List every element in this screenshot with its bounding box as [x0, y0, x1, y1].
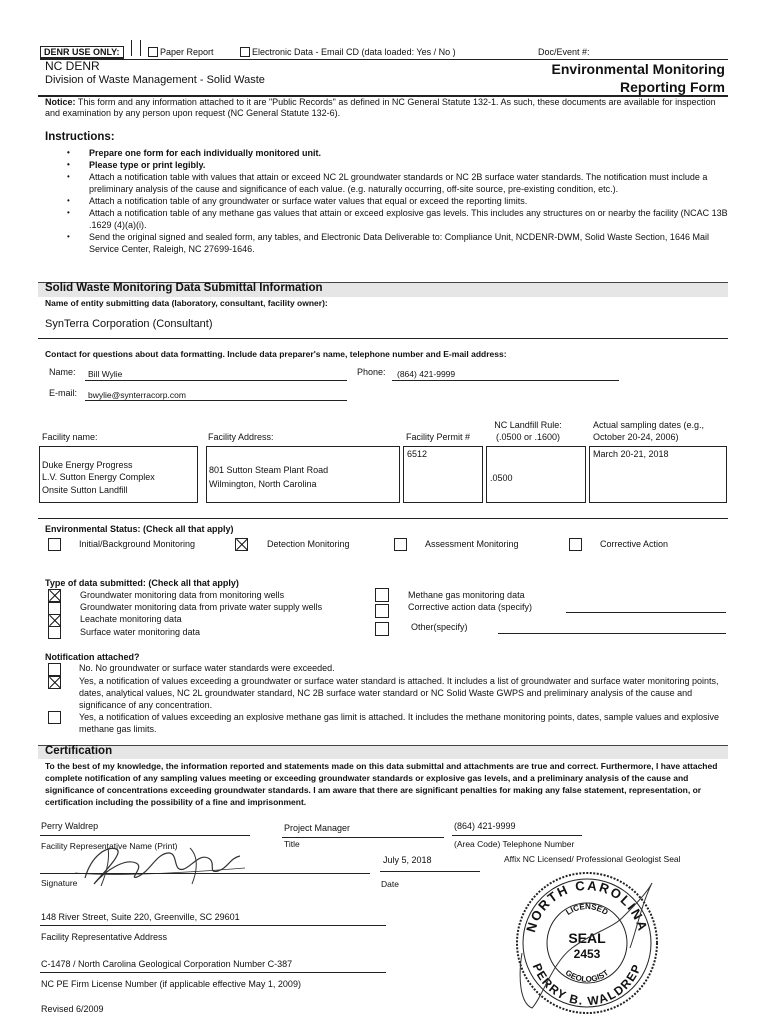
notification-methane-checkbox[interactable] — [48, 711, 61, 724]
doc-event-label: Doc/Event #: — [538, 47, 590, 57]
corrective-data-checkbox[interactable] — [375, 604, 389, 618]
notice-text: This form and any information attached to it are "Public Records" as defined in NC General Statute 132-1. As such, these documents are available for inspection and examination by any person upon request (NC General Statute 132-6). — [45, 97, 716, 118]
rep-name-label: Facility Representative Name (Print) — [41, 841, 178, 851]
notification-gw-checkbox[interactable] — [48, 676, 61, 689]
paper-report-checkbox[interactable] — [148, 47, 158, 57]
form-title-line-1: Environmental Monitoring — [551, 61, 725, 77]
seal-top-text: NORTH CAROLINA — [523, 877, 651, 935]
seal-bottom-text: PERRY B. WALDREP — [529, 961, 645, 1009]
name-label: Name: — [49, 367, 76, 377]
surface-water-checkbox[interactable] — [48, 626, 61, 639]
env-status-divider — [38, 518, 728, 519]
initial-monitoring-label: Initial/Background Monitoring — [79, 539, 196, 549]
assessment-monitoring-checkbox[interactable] — [394, 538, 407, 551]
instruction-item: • Attach a notification table of any groundwater or surface water values that equal or exceed the reporting limits. — [64, 195, 734, 207]
corrective-data-label: Corrective action data (specify) — [408, 602, 533, 612]
rep-title-label: Title — [284, 839, 300, 849]
gw-private-label: Groundwater monitoring data from private water supply wells — [80, 602, 323, 612]
other-label: Other(specify) — [411, 622, 468, 632]
rep-phone-label: (Area Code) Telephone Number — [454, 839, 575, 849]
landfill-rule-label-line: NC Landfill Rule: — [494, 420, 562, 430]
header-tick — [140, 40, 141, 56]
instruction-item: • Attach a notification table with values that attain or exceed NC 2L groundwater standards or NC 2B surface water standards. The notification must include a preliminary analysis of the cause and significance of each value. (e.g. naturally occurring, off-site source, pre-existing condition, etc.). — [64, 171, 734, 195]
geologist-seal — [512, 868, 662, 1018]
seal-instruction: Affix NC Licensed/ Professional Geologist Seal — [504, 854, 681, 864]
phone-label: Phone: — [357, 367, 386, 377]
notification-gw-text: Yes, a notification of values exceeding a groundwater or surface water standard is attached. It includes a list of groundwater and surface water monitoring points, dates, analytical values, NC 2L groundwater standard, NC 2B surface water standard or NC Solid Waste GWPS and preliminary analysis of the cause and significance of any concentration. — [79, 676, 719, 710]
gw-wells-checkbox[interactable] — [48, 589, 61, 602]
data-type-heading: Type of data submitted: (Check all that apply) — [45, 578, 239, 588]
corrective-data-underline — [566, 612, 726, 613]
sampling-dates-label-line: October 20-24, 2006) — [593, 432, 679, 442]
certification-heading: Certification — [45, 745, 113, 757]
rep-title-value[interactable]: Project Manager — [284, 823, 351, 833]
rep-name-underline — [40, 835, 250, 836]
facility-permit-value: 6512 — [407, 449, 428, 459]
phone-value[interactable]: (864) 421-9999 — [397, 369, 456, 379]
detection-monitoring-checkbox[interactable] — [235, 538, 248, 551]
certification-text: To the best of my knowledge, the information reported and statements made on this data submittal and attachments are true and correct. Furthermore, I have attached complete notification of any sampling values meeting or exceeding groundwater standards or explosive gas levels, and a preliminary analysis of the cause and significance of concentrations exceeding groundwater standards. I am aware that there are significant penalties for making any false statement, representation, or certification including the possibility of a fine and imprisonment. — [45, 761, 718, 807]
seal-geologist-text: GEOLOGIST — [563, 968, 611, 984]
notice-label: Notice: — [45, 97, 76, 107]
assessment-monitoring-label: Assessment Monitoring — [425, 539, 519, 549]
seal-number: 2453 — [573, 947, 601, 961]
other-underline — [498, 633, 726, 634]
landfill-rule-label-line: (.0500 or .1600) — [495, 432, 561, 442]
rep-address-underline — [40, 925, 386, 926]
sampling-dates-value: March 20-21, 2018 — [593, 449, 669, 459]
license-label: NC PE Firm License Number (if applicable effective May 1, 2009) — [41, 979, 301, 989]
facility-name-label: Facility name: — [42, 432, 98, 442]
date-underline — [380, 871, 480, 872]
initial-monitoring-checkbox[interactable] — [48, 538, 61, 551]
header-tick — [131, 40, 132, 56]
entity-value[interactable]: SynTerra Corporation (Consultant) — [45, 318, 213, 330]
phone-underline — [392, 380, 619, 381]
facility-name-box[interactable] — [39, 446, 198, 503]
facility-name-line: L.V. Sutton Energy Complex — [42, 472, 155, 482]
form-title-line-2: Reporting Form — [620, 79, 725, 95]
instruction-item: • Attach a notification table of any methane gas values that attain or exceed explosive gas levels. This includes any structures on or nearby the facility (NCAC 13B .1629 (4)(a)(i). — [64, 207, 734, 231]
entity-divider — [38, 338, 728, 339]
rep-title-underline — [282, 837, 444, 838]
sampling-dates-box[interactable] — [589, 446, 727, 503]
rep-phone-underline — [452, 835, 582, 836]
notice — [45, 97, 725, 119]
landfill-rule-value: .0500 — [490, 473, 513, 483]
name-value[interactable]: Bill Wylie — [88, 369, 123, 379]
rep-address-value[interactable]: 148 River Street, Suite 220, Greenville, SC 29601 — [41, 912, 240, 922]
notification-no-text: No. No groundwater or surface water standards were exceeded. — [79, 663, 335, 673]
instruction-item: • Send the original signed and sealed form, any tables, and Electronic Data Deliverable to: Compliance Unit, NCDENR-DWM, Solid Waste Section, 1646 Mail Service Center, Raleigh, NC 27699-1646. — [64, 231, 734, 255]
facility-name-line: Onsite Sutton Landfill — [42, 485, 128, 495]
submittal-heading: Solid Waste Monitoring Data Submittal Information — [45, 282, 323, 294]
denr-use-only-label: DENR USE ONLY: — [40, 46, 124, 59]
facility-permit-box[interactable] — [403, 446, 483, 503]
instruction-item: • Please type or print legibly. — [64, 159, 734, 171]
corrective-action-label: Corrective Action — [600, 539, 669, 549]
instructions-heading: Instructions: — [45, 131, 115, 143]
signature-underline — [40, 873, 370, 874]
notification-heading: Notification attached? — [45, 652, 140, 662]
other-checkbox[interactable] — [375, 622, 389, 636]
paper-report-label: Paper Report — [160, 47, 214, 57]
instructions-list — [64, 147, 734, 255]
notification-no-checkbox[interactable] — [48, 663, 61, 676]
facility-address-line: Wilmington, North Carolina — [209, 479, 317, 489]
email-value[interactable]: bwylie@synterracorp.com — [88, 390, 186, 400]
entity-label: Name of entity submitting data (laboratory, consultant, facility owner): — [45, 298, 328, 308]
agency-name: NC DENR — [45, 59, 100, 73]
license-value[interactable]: C-1478 / North Carolina Geological Corporation Number C-387 — [41, 959, 293, 969]
rep-address-label: Facility Representative Address — [41, 932, 168, 942]
electronic-data-label: Electronic Data - Email CD (data loaded: Yes / No ) — [252, 47, 456, 57]
leachate-label: Leachate monitoring data — [80, 614, 182, 624]
date-value[interactable]: July 5, 2018 — [383, 855, 432, 865]
facility-address-line: 801 Sutton Steam Plant Road — [209, 465, 329, 475]
email-label: E-mail: — [49, 388, 78, 398]
env-status-heading: Environmental Status: (Check all that apply) — [45, 524, 234, 534]
rep-name-value[interactable]: Perry Waldrep — [41, 821, 99, 831]
signature-scribble — [70, 840, 260, 890]
certification-section-bar — [38, 745, 728, 759]
gw-wells-label: Groundwater monitoring data from monitoring wells — [80, 590, 285, 600]
signature-label: Signature — [41, 878, 78, 888]
contact-label: Contact for questions about data formatting. Include data preparer's name, telephone number and E-mail address: — [45, 349, 507, 359]
header-underline — [40, 59, 728, 60]
detection-monitoring-label: Detection Monitoring — [267, 539, 350, 549]
facility-address-box[interactable] — [206, 446, 400, 503]
email-underline — [85, 400, 347, 401]
license-underline — [40, 972, 386, 973]
surface-water-label: Surface water monitoring data — [80, 627, 201, 637]
landfill-rule-label — [482, 419, 574, 443]
facility-address-label: Facility Address: — [208, 432, 274, 442]
electronic-data-checkbox[interactable] — [240, 47, 250, 57]
sampling-dates-label-line: Actual sampling dates (e.g., — [593, 420, 705, 430]
sampling-dates-label — [593, 419, 704, 443]
facility-name-line: Duke Energy Progress — [42, 460, 133, 470]
seal-word: SEAL — [568, 930, 606, 946]
notification-methane-text: Yes, a notification of values exceeding an explosive methane gas limit is attached. It includes the methane monitoring points, dates, sample values and explosive methane gas limits. — [79, 712, 720, 734]
date-label: Date — [381, 879, 399, 889]
facility-permit-label: Facility Permit # — [406, 432, 471, 442]
revised-date: Revised 6/2009 — [41, 1004, 104, 1014]
division-name: Division of Waste Management - Solid Waste — [45, 74, 265, 86]
instruction-item: • Prepare one form for each individually monitored unit. — [64, 147, 734, 159]
seal-licensed-text: LICENSED — [564, 902, 610, 917]
rep-phone-value[interactable]: (864) 421-9999 — [454, 821, 516, 831]
name-underline — [85, 380, 347, 381]
methane-label: Methane gas monitoring data — [408, 590, 525, 600]
corrective-action-checkbox[interactable] — [569, 538, 582, 551]
methane-checkbox[interactable] — [375, 588, 389, 602]
landfill-rule-box[interactable] — [486, 446, 586, 503]
